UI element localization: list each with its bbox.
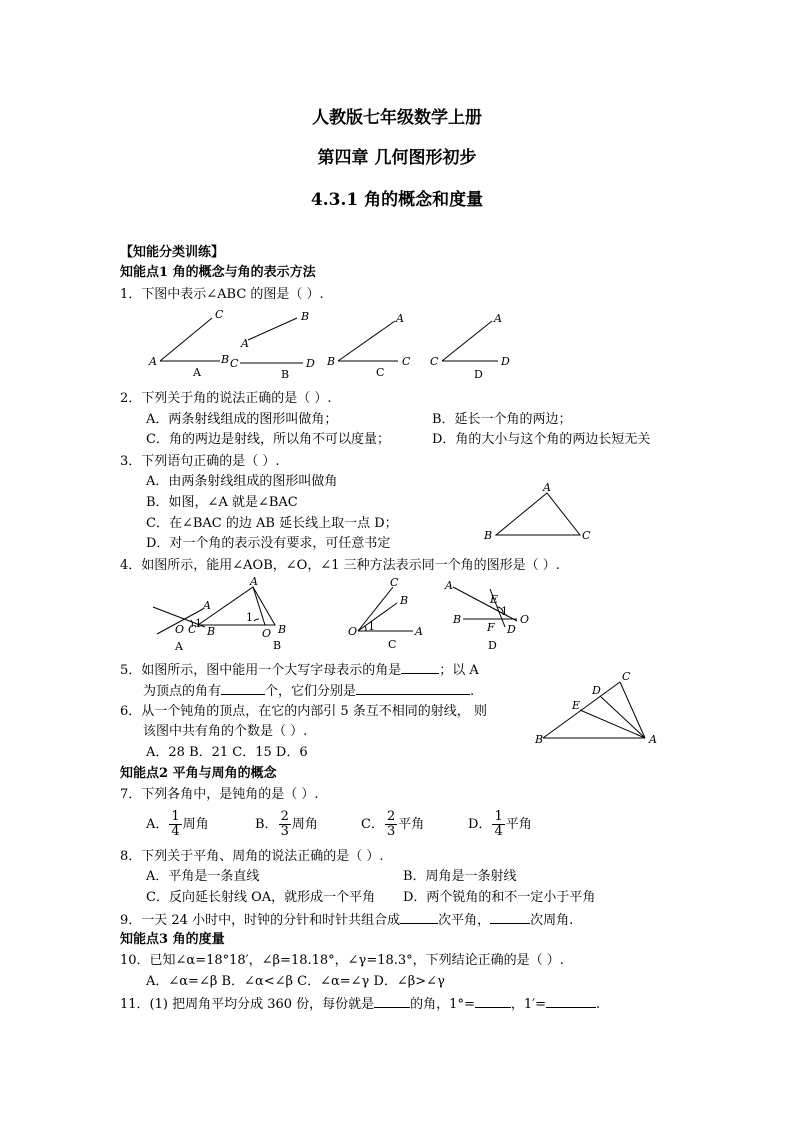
question-10-options: A．∠α=∠β B．∠α<∠β C．∠α=∠γ D．∠β>∠γ <box>146 974 445 989</box>
q1b-point-d: D <box>306 357 315 370</box>
knowledge-point-3: 知能点3 角的度量 <box>120 932 225 947</box>
q4b-point-c: C <box>188 623 197 636</box>
q7b-label: B． <box>255 817 278 832</box>
q3-point-b: B <box>484 529 493 542</box>
q3-triangle-abc <box>496 493 580 535</box>
q9-text-b: 次平角， <box>438 913 491 928</box>
q6-point-a: A <box>649 733 657 746</box>
q4b-point-o: O <box>262 627 272 640</box>
q4a-point-o: O <box>175 623 185 636</box>
q1-fig-label-c: C <box>376 366 385 379</box>
q7d-fraction <box>492 810 504 839</box>
question-7-stem: 7．下列各角中，是钝角的是（ ）. <box>120 787 319 802</box>
section-title: 4.3.1 角的概念和度量 <box>310 190 484 210</box>
doc-title: 人教版七年级数学上册 <box>312 108 482 128</box>
question-8-option-b: B．周角是一条射线 <box>403 869 517 884</box>
practice-heading: 【知能分类训练】 <box>120 245 225 260</box>
q4c-point-c: C <box>390 576 399 589</box>
question-10-stem: 10．已知∠α=18°18′，∠β=18.18°，∠γ=18.3°，下列结论正确的是（ ）. <box>120 953 564 968</box>
q6-segment-ea <box>580 710 645 738</box>
q11-text-c: ，1′= <box>510 997 546 1012</box>
q4c-angle-1: 1 <box>368 620 375 633</box>
q11-blank-3[interactable] <box>546 995 596 1008</box>
question-8-stem: 8．下列关于平角、周角的说法正确的是（ ）. <box>120 849 384 864</box>
q1a-point-b: B <box>221 353 230 366</box>
q6-segment-ca <box>620 682 645 738</box>
question-8-option-d: D．两个锐角的和不一定小于平角 <box>403 890 596 905</box>
q1-fig-label-a: A <box>193 366 201 379</box>
q1a-ray-ac <box>160 318 212 361</box>
q4a-point-b: B <box>207 625 216 638</box>
question-3-option-a: A．由两条射线组成的图形叫做角 <box>146 474 338 489</box>
question-11 <box>120 995 600 1013</box>
question-2-option-b: B．延长一个角的两边； <box>432 412 572 427</box>
q11-blank-2[interactable] <box>475 995 511 1008</box>
q7d-label: D． <box>468 817 492 832</box>
q5-blank-1[interactable] <box>401 661 439 674</box>
question-6-line-2: 该图中共有角的个数是（ ）. <box>143 724 308 739</box>
q6-point-c: C <box>622 670 631 683</box>
q4d-point-o: O <box>520 613 530 626</box>
q7b-denominator: 3 <box>280 824 289 839</box>
q7a-numerator: 1 <box>171 809 180 824</box>
q9-blank-1[interactable] <box>400 911 438 924</box>
q4d-point-d: D <box>507 623 516 636</box>
question-8-option-c: C．反向延长射线 OA，就形成一个平角 <box>146 890 376 905</box>
q4d-point-b: B <box>453 613 462 626</box>
q4c-point-a: A <box>415 625 423 638</box>
q7a-denominator: 4 <box>171 824 180 839</box>
question-7-option-a <box>146 808 209 842</box>
q4b-angle-arc <box>254 619 259 621</box>
chapter-title: 第四章 几何图形初步 <box>317 148 477 168</box>
question-5-line-2 <box>143 682 474 700</box>
q4c-angle-arc <box>365 626 366 631</box>
question-1-figures <box>140 308 540 380</box>
q1c-point-c: C <box>402 355 411 368</box>
q1c-ray-ba <box>338 321 395 361</box>
q5-text-2c: . <box>470 684 475 699</box>
question-2-stem: 2．下列关于角的说法正确的是（ ）. <box>120 391 332 406</box>
q1d-point-d: D <box>501 355 510 368</box>
question-4-stem: 4．如图所示，能用∠AOB，∠O，∠1 三种方法表示同一个角的图形是（ ）. <box>120 558 560 573</box>
q6-segment-da <box>600 696 645 738</box>
q6-point-e: E <box>572 699 581 712</box>
q4c-point-b: B <box>400 594 409 607</box>
q1c-point-b: B <box>327 355 336 368</box>
q9-text-c: 次周角. <box>530 913 574 928</box>
q4a-angle-1: 1 <box>195 617 202 630</box>
q4d-point-a: A <box>445 579 453 592</box>
q1-fig-label-b: B <box>281 368 290 381</box>
q7a-unit: 周角 <box>182 817 209 832</box>
question-3-option-c: C．在∠BAC 的边 AB 延长线上取一点 D； <box>146 516 398 531</box>
q1a-point-c: C <box>215 308 224 321</box>
q1b-point-a: A <box>241 337 249 350</box>
q7b-unit: 周角 <box>291 817 318 832</box>
question-2-option-a: A．两条射线组成的图形叫做角； <box>146 412 338 427</box>
q4b-point-a: A <box>250 575 258 588</box>
q11-text-d: . <box>595 997 601 1012</box>
q4d-point-e: E <box>490 593 499 606</box>
q9-blank-2[interactable] <box>490 911 530 924</box>
q5-text-1b: ；以 A <box>439 663 479 678</box>
q4b-point-b: B <box>278 623 287 636</box>
question-3-stem: 3．下列语句正确的是（ ）. <box>120 454 280 469</box>
q7a-fraction <box>169 810 181 839</box>
q7b-numerator: 2 <box>280 809 289 824</box>
q1b-point-b: B <box>301 310 310 323</box>
question-7-option-d <box>468 808 532 842</box>
question-6-options: A．28 B．21 C．15 D．6 <box>146 745 308 760</box>
q4-fig-label-c: C <box>388 638 397 651</box>
q5-blank-3[interactable] <box>356 682 470 695</box>
q5-blank-2[interactable] <box>221 682 265 695</box>
q7b-fraction <box>279 810 291 839</box>
q1d-point-c: C <box>430 355 439 368</box>
q4c-point-o: O <box>348 625 358 638</box>
q1a-point-a: A <box>149 355 157 368</box>
q7d-unit: 平角 <box>505 817 532 832</box>
question-8-option-a: A．平角是一条直线 <box>146 869 260 884</box>
q4d-angle-1: 1 <box>501 605 508 618</box>
q4d-point-f: F <box>487 621 495 634</box>
q4-fig-label-b: B <box>273 639 282 652</box>
q1d-point-a: A <box>494 312 502 325</box>
q9-text-a: 9．一天 24 小时中，时钟的分针和时针共组合成 <box>120 913 401 928</box>
q11-text-b: 的角，1°= <box>410 997 475 1012</box>
q11-text-a: 11．(1) 把周角平均分成 360 份，每份就是 <box>120 997 375 1012</box>
q5-text-1: 5．如图所示，图中能用一个大写字母表示的角是 <box>120 663 402 678</box>
q4b-inner-segment <box>253 587 265 625</box>
q4b-angle-1: 1 <box>246 611 253 624</box>
q1b-segment-ab <box>248 318 297 340</box>
question-2-option-d: D．角的大小与这个角的两边长短无关 <box>432 432 651 447</box>
q3-point-c: C <box>582 529 591 542</box>
q1b-point-c: C <box>230 357 239 370</box>
q7c-label: C． <box>361 817 384 832</box>
q7d-numerator: 1 <box>494 809 503 824</box>
knowledge-point-2: 知能点2 平角与周角的概念 <box>120 766 277 781</box>
q4-fig-label-a: A <box>175 640 183 653</box>
q5-text-2a: 为顶点的角有 <box>143 684 222 699</box>
question-9 <box>120 911 573 929</box>
question-7-option-b <box>255 808 318 842</box>
q7c-denominator: 3 <box>386 824 396 839</box>
q1-fig-label-d: D <box>474 368 483 381</box>
question-3-option-b: B．如图，∠A 就是∠BAC <box>146 495 298 510</box>
q4a-point-a: A <box>203 599 211 612</box>
question-5-line-1 <box>120 661 479 679</box>
q11-blank-1[interactable] <box>374 995 410 1008</box>
q6-point-b: B <box>535 733 544 746</box>
knowledge-point-1: 知能点1 角的概念与角的表示方法 <box>120 265 316 280</box>
q6-point-d: D <box>592 684 601 697</box>
question-4-figures <box>145 577 545 653</box>
question-1-stem: 1．下图中表示∠ABC 的图是（ ）. <box>120 287 324 302</box>
q7c-numerator: 2 <box>386 809 396 824</box>
q6-ray-bc <box>543 682 620 738</box>
q1c-point-a: A <box>396 312 404 325</box>
q3-point-a: A <box>543 481 551 494</box>
q4-fig-label-d: D <box>488 639 497 652</box>
question-3-option-d: D．对一个角的表示没有要求，可任意书定 <box>146 536 391 551</box>
question-6-figure <box>530 666 670 746</box>
q7c-unit: 平角 <box>398 817 425 832</box>
question-3-triangle <box>482 480 602 544</box>
q7a-label: A． <box>146 817 169 832</box>
question-7-option-c <box>361 808 424 842</box>
q5-text-2b: 个，它们分别是 <box>265 684 357 699</box>
q7c-fraction <box>385 810 397 839</box>
question-6-line-1: 6．从一个钝角的顶点，在它的内部引 5 条互不相同的射线， 则 <box>120 704 487 719</box>
q1d-ray-ca <box>442 321 492 361</box>
q7d-denominator: 4 <box>494 824 503 839</box>
question-2-option-c: C．角的两边是射线，所以角不可以度量； <box>146 432 390 447</box>
q4c-ray-oc <box>358 587 393 631</box>
